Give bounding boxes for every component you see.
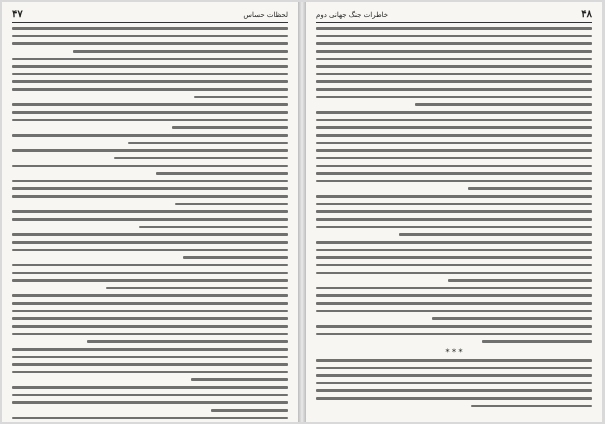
- right-text-line: [316, 272, 592, 275]
- left-text-line: [12, 80, 288, 83]
- left-text-line: [106, 287, 288, 290]
- left-text-line: [12, 134, 288, 137]
- right-text-line: [432, 317, 592, 320]
- right-text-line: [316, 294, 592, 297]
- right-text-line: [316, 218, 592, 221]
- right-text-line: [316, 382, 592, 385]
- right-text-line: [316, 42, 592, 45]
- book-gutter: [298, 2, 306, 422]
- right-text-line: [316, 256, 592, 259]
- right-text-line: [316, 142, 592, 145]
- right-running-head: [316, 8, 592, 23]
- left-text-line: [12, 401, 288, 404]
- left-body-text: [12, 27, 288, 419]
- right-page-number: ۴۸: [581, 9, 592, 20]
- right-text-line: [316, 149, 592, 152]
- section-separator: * * *: [445, 347, 463, 357]
- right-text-line: [316, 80, 592, 83]
- left-running-head: [12, 8, 288, 23]
- left-text-line: [12, 149, 288, 152]
- left-text-line: [12, 356, 288, 359]
- left-text-line: [183, 256, 288, 259]
- left-text-line: [12, 187, 288, 190]
- left-text-line: [12, 333, 288, 336]
- left-text-line: [12, 88, 288, 91]
- left-text-line: [12, 73, 288, 76]
- left-text-line: [12, 249, 288, 252]
- right-text-line: [316, 65, 592, 68]
- right-text-line: [316, 374, 592, 377]
- left-running-head-title: لحظات حساس: [243, 11, 288, 19]
- left-text-line: [12, 241, 288, 244]
- left-text-line: [12, 417, 288, 420]
- left-text-line: [211, 409, 288, 412]
- right-text-line: [316, 50, 592, 53]
- right-text-line: [316, 226, 592, 229]
- left-page-number: ۴۷: [12, 9, 23, 20]
- left-text-line: [12, 58, 288, 61]
- right-text-line: [316, 210, 592, 213]
- right-text-line: [316, 157, 592, 160]
- right-text-line: [316, 195, 592, 198]
- right-text-line: [316, 88, 592, 91]
- left-text-line: [156, 172, 288, 175]
- right-text-line: [316, 35, 592, 38]
- left-text-line: [12, 371, 288, 374]
- right-text-line: [399, 233, 592, 236]
- left-text-line: [12, 35, 288, 38]
- right-text-line: [316, 359, 592, 362]
- left-text-line: [194, 96, 288, 99]
- right-text-line: [316, 249, 592, 252]
- left-text-line: [12, 210, 288, 213]
- left-text-line: [12, 302, 288, 305]
- right-text-line: [471, 405, 592, 408]
- right-text-line: [316, 203, 592, 206]
- left-text-line: [12, 310, 288, 313]
- left-text-line: [12, 165, 288, 168]
- right-text-line: [316, 119, 592, 122]
- left-text-line: [12, 264, 288, 267]
- right-text-line: [316, 165, 592, 168]
- left-text-line: [12, 42, 288, 45]
- left-text-line: [12, 103, 288, 106]
- right-text-line: [448, 279, 592, 282]
- right-text-line: [316, 397, 592, 400]
- right-text-line: [316, 126, 592, 129]
- left-text-line: [128, 142, 288, 145]
- right-text-line: [316, 287, 592, 290]
- right-text-line: [415, 103, 592, 106]
- left-text-line: [12, 317, 288, 320]
- left-text-line: [12, 394, 288, 397]
- right-text-line: [316, 58, 592, 61]
- left-page: [2, 2, 298, 422]
- left-text-line: [12, 218, 288, 221]
- left-text-line: [12, 195, 288, 198]
- left-text-line: [12, 119, 288, 122]
- right-text-line: [316, 111, 592, 114]
- left-text-line: [12, 325, 288, 328]
- right-text-line: [316, 172, 592, 175]
- left-text-line: [12, 27, 288, 30]
- left-text-line: [172, 126, 288, 129]
- left-text-line: [12, 272, 288, 275]
- right-text-line: [316, 310, 592, 313]
- left-text-line: [12, 111, 288, 114]
- right-text-line: [316, 389, 592, 392]
- right-running-head-title: خاطرات جنگ جهانی دوم: [316, 11, 389, 19]
- right-text-line: [316, 134, 592, 137]
- right-text-line: [468, 187, 592, 190]
- left-text-line: [73, 50, 288, 53]
- right-body-text: [316, 27, 592, 407]
- left-text-line: [12, 233, 288, 236]
- right-text-line: [316, 73, 592, 76]
- left-text-line: [175, 203, 288, 206]
- right-text-line: [316, 96, 592, 99]
- left-text-line: [12, 386, 288, 389]
- right-text-line: [316, 325, 592, 328]
- right-text-line: [316, 333, 592, 336]
- right-text-line: [316, 302, 592, 305]
- left-text-line: [12, 294, 288, 297]
- left-text-line: [12, 180, 288, 183]
- right-text-line: [316, 241, 592, 244]
- right-page: [306, 2, 602, 422]
- left-text-line: [12, 65, 288, 68]
- right-text-line: [316, 180, 592, 183]
- left-text-line: [12, 279, 288, 282]
- left-text-line: [191, 378, 288, 381]
- left-text-line: [12, 363, 288, 366]
- right-text-line: [482, 340, 592, 343]
- right-text-line: [316, 367, 592, 370]
- right-text-line: [316, 27, 592, 30]
- left-text-line: [114, 157, 288, 160]
- left-text-line: [87, 340, 288, 343]
- left-text-line: [12, 348, 288, 351]
- right-text-line: [316, 264, 592, 267]
- left-text-line: [139, 226, 288, 229]
